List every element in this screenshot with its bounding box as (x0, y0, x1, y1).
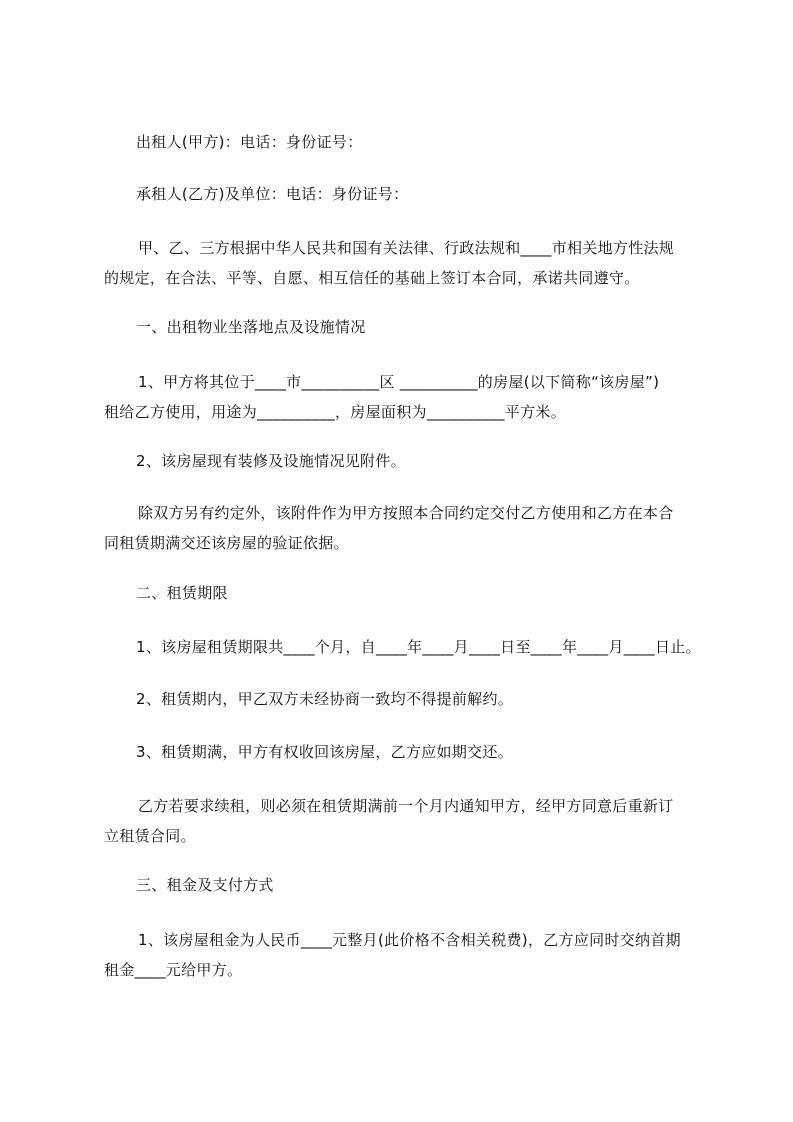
lessor-line: 出租人(甲方)：电话：身份证号： (136, 133, 363, 151)
s1-item1-paragraph (104, 367, 724, 427)
s2-item3: 3、租赁期满，甲方有权收回该房屋，乙方应如期交还。 (136, 743, 514, 761)
s1-item1-line: 1、甲方将其位于____市__________区 __________的房屋(以下简称“该房屋”) (138, 373, 660, 391)
s1-item1-line: 租给乙方使用，用途为__________，房屋面积为__________平方米。 (104, 403, 567, 421)
s2-note-line: 立租赁合同。 (104, 827, 196, 845)
preamble-paragraph (104, 233, 724, 293)
preamble-line: 甲、乙、三方根据中华人民共和国有关法律、行政法规和____市相关地方性法规 (138, 239, 675, 257)
section3-title: 三、租金及支付方式 (136, 876, 274, 894)
s1-note-line: 除双方另有约定外，该附件作为甲方按照本合同约定交付乙方使用和乙方在本合 (138, 504, 674, 522)
s1-note-paragraph (104, 498, 724, 558)
s1-note-line: 同租赁期满交还该房屋的验证依据。 (104, 534, 349, 552)
s2-note-line: 乙方若要求续租，则必须在租赁期满前一个月内通知甲方，经甲方同意后重新订 (138, 797, 674, 815)
s3-item1-line: 租金____元给甲方。 (104, 961, 243, 979)
preamble-line: 的规定，在合法、平等、自愿、相互信任的基础上签订本合同，承诺共同遵守。 (104, 269, 640, 287)
section2-title: 二、租赁期限 (136, 584, 228, 602)
s3-item1-line: 1、该房屋租金为人民币____元整月(此价格不含相关税费)，乙方应同时交纳首期 (138, 931, 681, 949)
s2-note-paragraph (104, 791, 724, 851)
s2-item2: 2、租赁期内，甲乙双方未经协商一致均不得提前解约。 (136, 690, 514, 708)
section1-title: 一、出租物业坐落地点及设施情况 (136, 318, 366, 336)
s3-item1-paragraph (104, 925, 724, 985)
s1-item2: 2、该房屋现有装修及设施情况见附件。 (136, 452, 406, 470)
lessee-line: 承租人(乙方)及单位：电话：身份证号： (136, 185, 409, 203)
s2-item1: 1、该房屋租赁期限共____个月，自____年____月____日至____年____月____日止。 (136, 638, 701, 656)
